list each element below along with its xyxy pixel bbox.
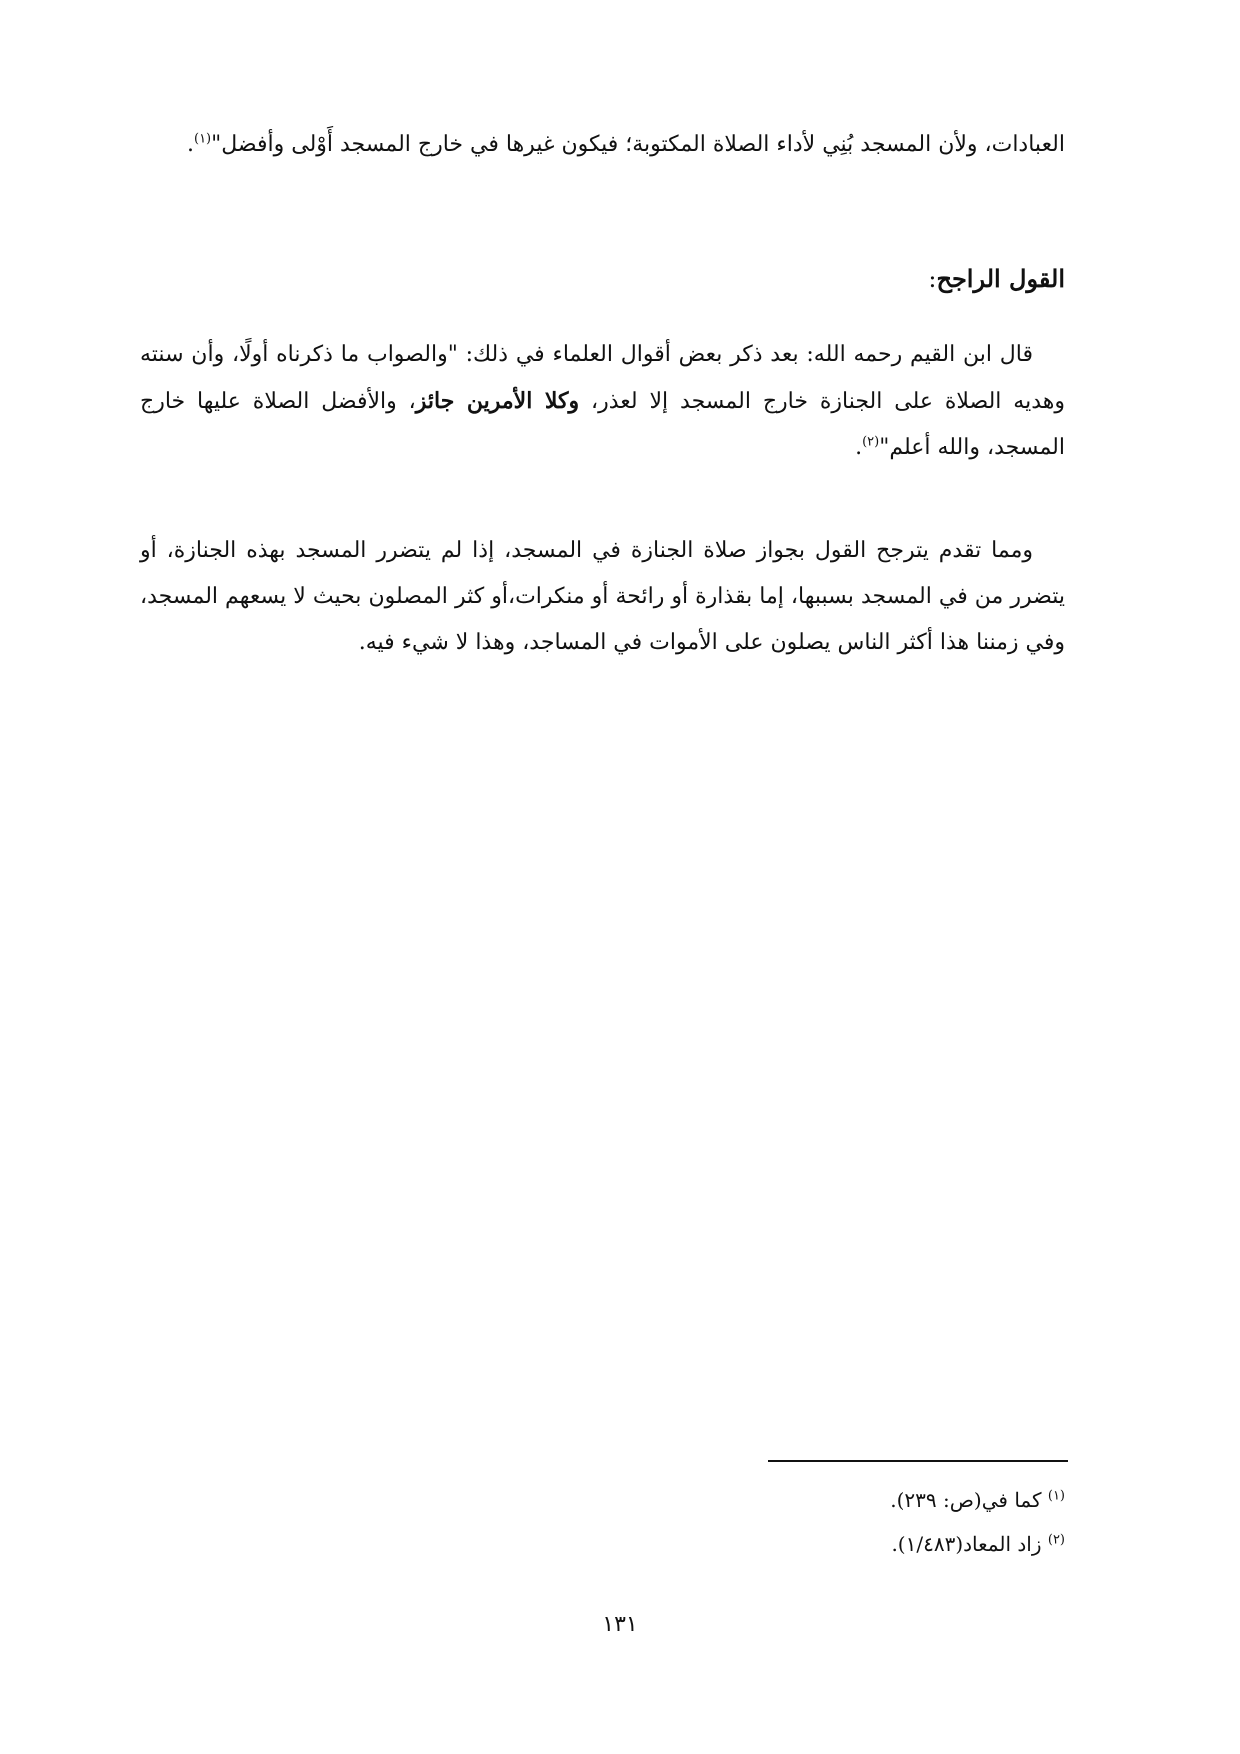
section-heading <box>928 262 1065 296</box>
paragraph-1-text: العبادات، ولأن المسجد بُنِي لأداء الصلاة المكتوبة؛ فيكون غيرها في خارج المسجد أَوْلى وأفضل" <box>211 132 1065 157</box>
footnote-ref-2[interactable]: (٢) <box>862 434 880 450</box>
page-number: ١٣١ <box>602 1612 638 1637</box>
footnote-ref-1[interactable]: (١) <box>193 131 212 147</box>
footnote-2-marker: (٢) <box>1047 1532 1065 1548</box>
footnote-2 <box>565 1522 1065 1566</box>
paragraph-2-bold: وكلا الأمرين جائز <box>415 388 580 414</box>
footnote-2-text: زاد المعاد(١/٤٨٣). <box>891 1532 1042 1556</box>
heading-colon: : <box>928 265 937 293</box>
footnote-1-marker: (١) <box>1047 1488 1065 1504</box>
footnote-1-text: كما في(ص: ٢٣٩). <box>890 1488 1042 1512</box>
footnotes <box>565 1478 1065 1566</box>
footnote-divider <box>768 1460 1068 1462</box>
paragraph-continuation <box>140 122 1065 168</box>
paragraph-2-part2: ، والأفضل الصلاة عليها خارج المسجد، والله أعلم" <box>140 389 1065 460</box>
footnote-1 <box>565 1478 1065 1522</box>
paragraph-2-part1: قال ابن القيم رحمه الله: بعد ذكر بعض أقوال العلماء في ذلك: "والصواب ما ذكرناه أولًا، وأن سنته وهديه الصلاة على الجنازة خارج المسجد إلا لعذر، <box>140 342 1066 414</box>
paragraph-quote <box>140 332 1065 471</box>
paragraph-2-end: . <box>855 435 863 460</box>
paragraph-1-end: . <box>186 132 194 157</box>
paragraph-3-text: ومما تقدم يترجح القول بجواز صلاة الجنازة في المسجد، إذا لم يتضرر المسجد بهذه الجنازة، أو يتضرر من في المسجد بسببها، إما بقذارة أو رائحة أو منكرات،أو كثر المصلون بحيث لا يسعهم المسجد، وفي زمننا هذا أكثر الناس يصلون على الأموات في المساجد، وهذا لا شيء فيه. <box>140 538 1065 655</box>
paragraph-conclusion <box>140 528 1065 666</box>
heading-text: القول الراجح <box>936 264 1065 293</box>
